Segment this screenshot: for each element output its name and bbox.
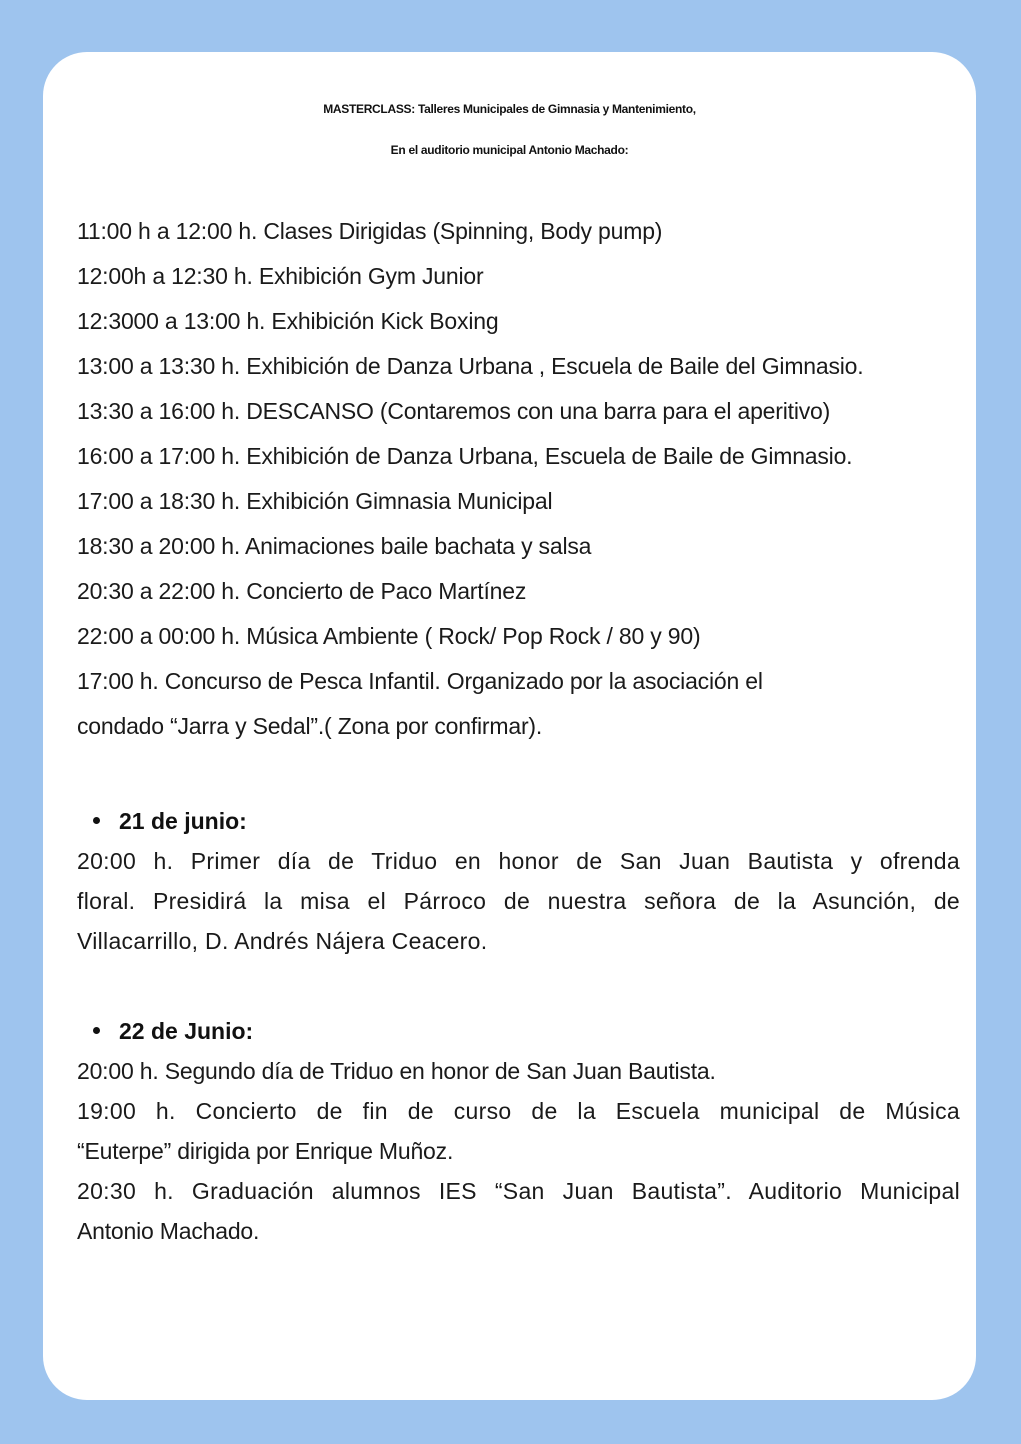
- schedule-item: 17:00 a 18:30 h. Exhibición Gimnasia Municipal: [77, 488, 553, 514]
- schedule-item: 22:00 a 00:00 h. Música Ambiente ( Rock/ Pop Rock / 80 y 90): [77, 623, 701, 649]
- day-21-line: 20:00 h. Primer día de Triduo en honor de San Juan Bautista y ofrenda: [77, 848, 960, 874]
- day-21-heading: [93, 808, 247, 835]
- day-22-line: 20:00 h. Segundo día de Triduo en honor de San Juan Bautista.: [77, 1058, 716, 1084]
- schedule-item: 13:00 a 13:30 h. Exhibición de Danza Urbana , Escuela de Baile del Gimnasio.: [77, 353, 864, 379]
- schedule-item: 12:00h a 12:30 h. Exhibición Gym Junior: [77, 263, 484, 289]
- day-21-line: Villacarrillo, D. Andrés Nájera Ceacero.: [77, 928, 488, 954]
- schedule-item: 11:00 h a 12:00 h. Clases Dirigidas (Spinning, Body pump): [77, 218, 663, 244]
- schedule-item: 18:30 a 20:00 h. Animaciones baile bachata y salsa: [77, 533, 592, 559]
- day-22-line: 19:00 h. Concierto de fin de curso de la Escuela municipal de Música: [77, 1098, 960, 1124]
- title-line-1: MASTERCLASS: Talleres Municipales de Gimnasia y Mantenimiento,: [323, 102, 696, 116]
- day-22-line: 20:30 h. Graduación alumnos IES “San Juan Bautista”. Auditorio Municipal: [77, 1178, 960, 1204]
- schedule-item: 12:3000 a 13:00 h. Exhibición Kick Boxing: [77, 308, 499, 334]
- schedule-item-continuation: condado “Jarra y Sedal”.( Zona por confirmar).: [77, 713, 543, 739]
- bullet-icon: [93, 817, 100, 824]
- title-line-2: En el auditorio municipal Antonio Machado:: [390, 143, 629, 157]
- bullet-icon: [93, 1027, 100, 1034]
- day-21-heading-text: 21 de junio:: [119, 808, 247, 834]
- program-card: [43, 52, 976, 1400]
- day-21-line: floral. Presidirá la misa el Párroco de nuestra señora de la Asunción, de: [77, 888, 960, 914]
- day-22-heading-text: 22 de Junio:: [119, 1018, 254, 1044]
- schedule-item: 13:30 a 16:00 h. DESCANSO (Contaremos con una barra para el aperitivo): [77, 398, 831, 424]
- day-22-heading: [93, 1018, 253, 1045]
- day-22-line: “Euterpe” dirigida por Enrique Muñoz.: [77, 1138, 454, 1164]
- schedule-item: 20:30 a 22:00 h. Concierto de Paco Martínez: [77, 578, 527, 604]
- day-22-line: Antonio Machado.: [77, 1218, 260, 1244]
- schedule-item: 16:00 a 17:00 h. Exhibición de Danza Urbana, Escuela de Baile de Gimnasio.: [77, 443, 853, 469]
- schedule-item: 17:00 h. Concurso de Pesca Infantil. Organizado por la asociación el: [77, 668, 763, 694]
